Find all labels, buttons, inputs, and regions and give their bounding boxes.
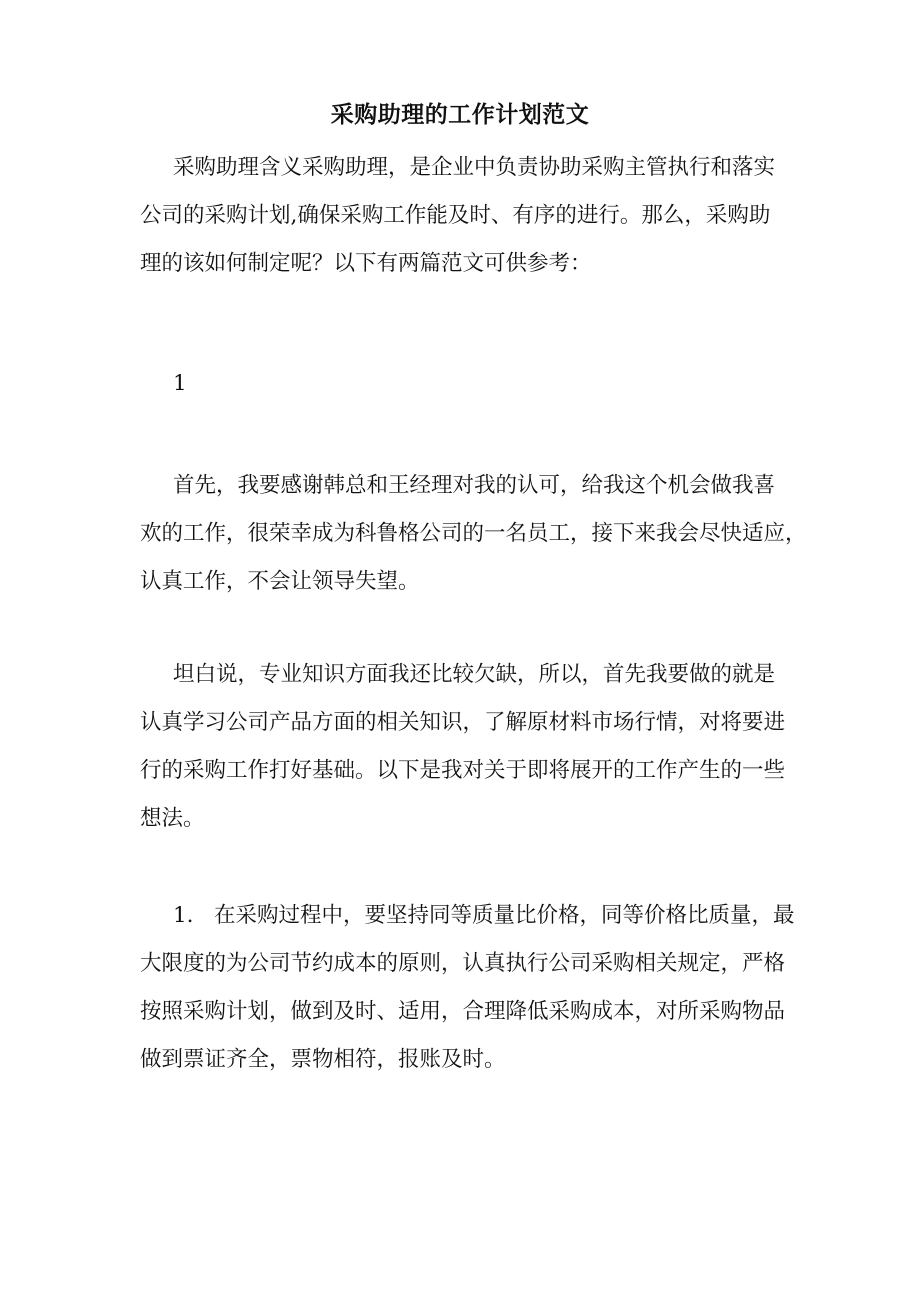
- text-line: 行的采购工作打好基础。以下是我对关于即将展开的工作产生的一些: [140, 758, 786, 783]
- section-number: [140, 367, 820, 415]
- text-line: 欢的工作，很荣幸成为科鲁格公司的一名员工，接下来我会尽快适应，: [140, 521, 807, 546]
- text-line: 首先，我要感谢韩总和王经理对我的认可，给我这个机会做我喜: [173, 473, 776, 498]
- text-line: 理的该如何制定呢？以下有两篇范文可供参考：: [140, 251, 592, 276]
- document-title: 采购助理的工作计划范文: [330, 101, 590, 128]
- paragraph-intro: [140, 151, 820, 295]
- text-line: 大限度的为公司节约成本的原则，认真执行公司采购相关规定，严格: [140, 951, 786, 976]
- text-line: 认真工作，不会让领导失望。: [140, 569, 420, 594]
- text-line: 1. 在采购过程中，要坚持同等质量比价格，同等价格比质量，最: [173, 903, 795, 928]
- text-line: 采购助理含义采购助理，是企业中负责协助采购主管执行和落实: [173, 155, 776, 180]
- text-line: 做到票证齐全，票物相符，报账及时。: [140, 1047, 506, 1072]
- paragraph-gratitude: [140, 469, 820, 613]
- text-line: 想法。: [140, 806, 205, 831]
- paragraph-point-1: [140, 899, 820, 1091]
- text-line: 公司的采购计划,确保采购工作能及时、有序的进行。那么，采购助: [140, 203, 771, 228]
- paragraph-learning: [140, 658, 820, 850]
- text-line: 1: [173, 371, 187, 396]
- text-line: 认真学习公司产品方面的相关知识，了解原材料市场行情，对将要进: [140, 710, 786, 735]
- text-line: 坦白说，专业知识方面我还比较欠缺，所以，首先我要做的就是: [173, 662, 776, 687]
- text-line: 按照采购计划，做到及时、适用，合理降低采购成本，对所采购物品: [140, 999, 786, 1024]
